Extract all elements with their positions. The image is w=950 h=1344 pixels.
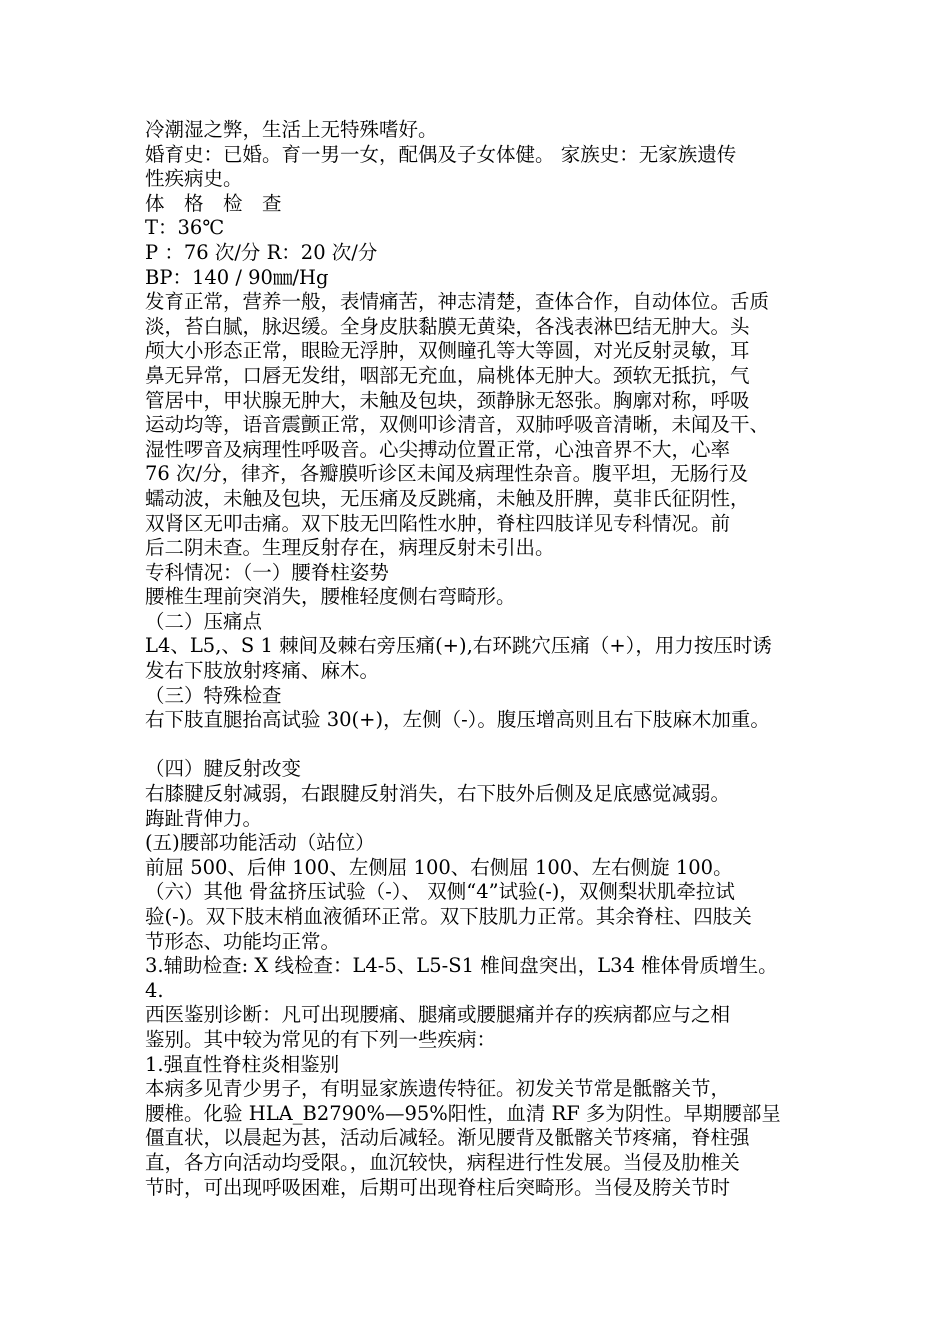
section-heading: (五)腰部功能活动（站位） <box>145 831 375 855</box>
text-line: 前屈 500、后伸 100、左侧屈 100、右侧屈 100、左右侧旋 100。 <box>145 855 733 879</box>
text-line: 淡，苔白腻，脉迟缓。全身皮肤黏膜无黄染，各浅表淋巴结无肿大。头 <box>145 314 750 338</box>
section-heading: 专科情况：（一）腰脊柱姿势 <box>145 560 389 584</box>
blank-line <box>145 733 835 758</box>
text-line: 直，各方向活动均受限。，血沉较快，病程进行性发展。当侵及肋椎关 <box>145 1150 740 1174</box>
section-heading: （四）腱反射改变 <box>145 757 302 781</box>
document-body <box>145 118 835 1200</box>
text-line: 节形态、功能均正常。 <box>145 929 341 953</box>
text-line: 西医鉴别诊断：凡可出现腰痛、腿痛或腰腿痛并存的疾病都应与之相 <box>145 1003 731 1027</box>
text-line: 节时，可出现呼吸困难，后期可出现脊柱后突畸形。当侵及胯关节时 <box>145 1175 731 1199</box>
text-line: 僵直状，以晨起为甚，活动后减轻。渐见腰背及骶髂关节疼痛，脊柱强 <box>145 1126 750 1150</box>
text-line: 腰椎。化验 HLA_B2790%—95%阳性，血清 RF 多为阴性。早期腰部呈 <box>145 1101 781 1125</box>
text-line: 76 次/分，律齐，各瓣膜听诊区未闻及病理性杂音。腹平坦，无肠行及 <box>145 462 749 486</box>
text-line: 右下肢直腿抬高试验 30(+)，左侧（-）。腹压增高则且右下肢麻木加重。 <box>145 708 770 732</box>
text-line: 鼻无异常，口唇无发绀，咽部无充血，扁桃体无肿大。颈软无抵抗，气 <box>145 363 750 387</box>
text-line: 婚育史：已婚。育一男一女，配偶及子女体健。 家族史：无家族遗传 <box>145 142 737 166</box>
vital-blood-pressure: BP：140 / 90㎜/Hg <box>145 265 329 289</box>
text-line: 腰椎生理前突消失，腰椎轻度侧右弯畸形。 <box>145 585 516 609</box>
text-line: 冷潮湿之弊，生活上无特殊嗜好。 <box>145 118 438 141</box>
section-heading: （二）压痛点 <box>145 609 263 633</box>
text-line: 后二阴未查。生理反射存在，病理反射未引出。 <box>145 536 555 560</box>
text-line: 管居中，甲状腺无肿大，未触及包块，颈静脉无怒张。胸廓对称，呼吸 <box>145 388 750 412</box>
text-line: 颅大小形态正常，眼睑无浮肿，双侧瞳孔等大等圆，对光反射灵敏，耳 <box>145 339 750 363</box>
text-line: （六）其他 骨盆挤压试验（-）、 双侧“4”试验(-)，双侧梨状肌牵拉试 <box>145 880 735 904</box>
text-line: 3.辅助检查: X 线检查：L4-5、L5-S1 椎间盘突出，L34 椎体骨质增生。 <box>145 954 778 978</box>
text-line: 验(-)。双下肢末梢血液循环正常。双下肢肌力正常。其余脊柱、四肢关 <box>145 905 752 928</box>
text-line: 性疾病史。 <box>145 167 243 191</box>
text-line: 右膝腱反射减弱，右跟腱反射消失，右下肢外后侧及足底感觉减弱。 <box>145 782 731 806</box>
text-line: L4、L5,、S 1 棘间及棘右旁压痛(+),右环跳穴压痛（+），用力按压时诱 <box>145 634 772 658</box>
vital-pulse-respiration: P ：76 次/分 R：20 次/分 <box>145 240 378 264</box>
text-line: 鉴别。其中较为常见的有下列一些疾病： <box>145 1027 497 1051</box>
text-line: 双肾区无叩击痛。双下肢无凹陷性水肿，脊柱四肢详见专科情况。前 <box>145 511 731 535</box>
section-heading: 4. <box>145 978 164 1002</box>
text-line: 本病多见青少男子，有明显家族遗传特征。初发关节常是骶髂关节， <box>145 1077 731 1101</box>
text-line: 湿性啰音及病理性呼吸音。心尖搏动位置正常，心浊音界不大，心率 <box>145 437 731 461</box>
text-line: 蠕动波，未触及包块，无压痛及反跳痛，未触及肝脾，莫非氏征阴性， <box>145 486 750 510</box>
section-heading: 体 格 检 查 <box>145 191 282 215</box>
vital-temperature: T：36℃ <box>145 216 225 240</box>
text-line: 发右下肢放射疼痛、麻木。 <box>145 659 380 683</box>
text-line: 踇趾背伸力。 <box>145 806 263 830</box>
section-heading: （三）特殊检查 <box>145 683 282 707</box>
text-line: 发育正常，营养一般，表情痛苦，神志清楚，查体合作，自动体位。舌质 <box>145 290 770 314</box>
text-line: 运动均等，语音震颤正常，双侧叩诊清音，双肺呼吸音清晰，未闻及干、 <box>145 413 770 437</box>
section-heading: 1.强直性脊柱炎相鉴别 <box>145 1052 340 1076</box>
